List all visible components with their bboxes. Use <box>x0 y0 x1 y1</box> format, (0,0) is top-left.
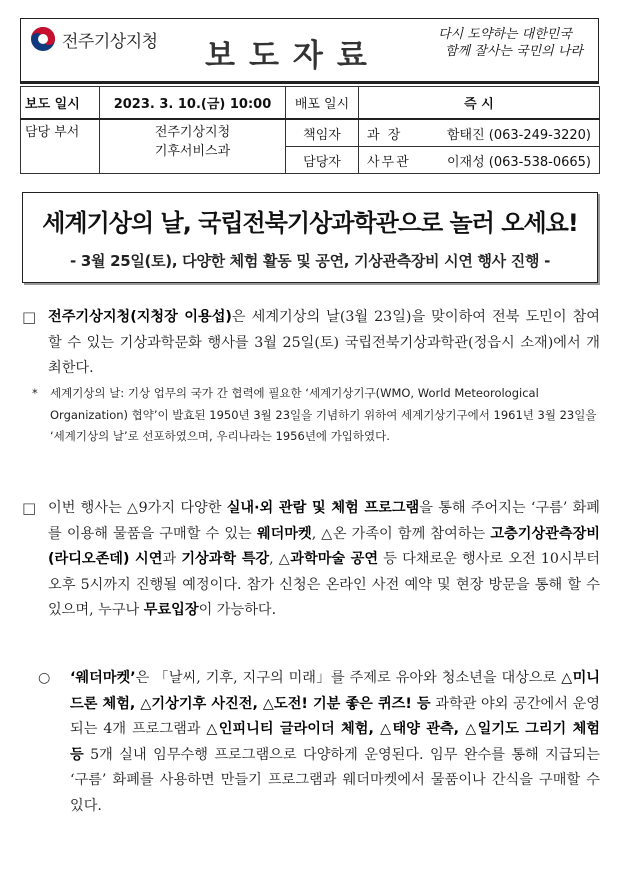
distribution-value: 즉 시 <box>359 87 600 120</box>
bold-run: 웨더마켓 <box>256 525 312 542</box>
text-run: 이번 행사는 △9가지 다양한 <box>48 500 227 516</box>
footnote <box>32 383 600 448</box>
square-bullet-icon: □ <box>22 308 37 326</box>
text-run: 을 통해 주어지는 ‘구름’ 화폐를 이용해 물품을 구매할 수 있는 <box>48 500 600 542</box>
paragraph-1 <box>22 305 600 382</box>
agency-bold: 전주기상지청(지청장 이용섭) <box>48 309 232 325</box>
contact-label: 책임자 <box>286 119 359 147</box>
agency-name: 전주기상지청 <box>62 31 158 52</box>
circle-bullet-icon: ○ <box>38 670 51 686</box>
dept-value <box>100 119 286 174</box>
text-run: 등 다채로운 행사로 오전 10시부터 오후 5시까지 진행될 예정이다. 참가 신청은 온라인 사전 예약 및 현장 방문을 통해 할 수 있으며, 누구나 <box>48 551 600 618</box>
bold-run: △인피니티 글라이더 체험, △태양 관측, △일기도 그리기 체험 등 <box>70 721 600 763</box>
paragraph-2 <box>22 496 600 624</box>
release-date-label: 보도 일시 <box>21 87 100 120</box>
text-run: , △온 가족이 함께 참여하는 <box>311 525 491 542</box>
text-run: 5개 실내 임무수행 프로그램으로 다양하게 운영된다. 임무 완수를 통해 지급되는 ‘구름’ 화폐를 사용하면 만들기 프로그램과 웨더마켓에서 물품이나 간식을 구매할 수 있다. <box>70 746 600 814</box>
bold-run: 실내·외 관람 및 체험 프로그램 <box>226 500 420 516</box>
slogan-line-2: 함께 잘사는 국민의 나라 <box>445 44 583 59</box>
text-run: 과학관 야외 공간에서 운영되는 4개 프로그램과 <box>70 695 601 737</box>
text-run: 이 가능하다. <box>198 602 277 618</box>
contact-row-1 <box>21 119 600 147</box>
dept-label: 담당 부서 <box>21 119 100 174</box>
headline-box <box>22 192 598 283</box>
contact-name-phone: 이재성 (063-538-0665) <box>446 154 591 170</box>
bold-run: ‘웨더마켓’ <box>70 670 136 686</box>
text-run: , △ <box>269 551 291 567</box>
dept-line-2: 기후서비스과 <box>154 144 231 159</box>
release-row <box>21 87 600 120</box>
bold-run: 기상과학 특강 <box>181 551 270 567</box>
asterisk-icon: * <box>32 386 38 400</box>
dept-line-1: 전주기상지청 <box>154 125 231 140</box>
government-slogan <box>420 26 590 60</box>
contact-label: 담당자 <box>286 147 359 174</box>
headline-subtitle: - 3월 25일(토), 다양한 체험 활동 및 공연, 기상관측장비 시연 행사 진행 - <box>70 252 550 270</box>
bold-run: △미니 드론 체험, △기상기후 사진전, △도전! 기분 좋은 퀴즈! 등 <box>70 670 600 712</box>
release-date-value: 2023. 3. 10.(금) 10:00 <box>100 87 286 120</box>
agency-logo <box>30 26 158 52</box>
contact-value <box>359 147 600 174</box>
contact-value <box>359 119 600 147</box>
paragraph-text: 은 세계기상의 날(3월 23일)을 맞이하여 전북 도민이 참여할 수 있는 기상과학문화 행사를 3월 25일(토) 국립전북기상과학관(정읍시 소재)에서 개최한다. <box>48 309 601 376</box>
bold-run: 과학마술 공연 <box>290 551 379 567</box>
slogan-line-1: 다시 도약하는 대한민국 <box>438 27 572 42</box>
distribution-label: 배포 일시 <box>286 87 359 120</box>
contact-role: 사무관 <box>367 154 411 170</box>
text-run: 과 <box>162 551 182 567</box>
paragraph-3 <box>38 666 600 819</box>
taegeuk-emblem-icon <box>30 26 56 52</box>
bold-run: 고층기상관측장비(라디오존데) 시연 <box>48 525 600 567</box>
bold-run: 무료입장 <box>143 602 199 618</box>
square-bullet-icon: □ <box>22 499 37 517</box>
contact-role: 과 장 <box>367 127 403 143</box>
contact-name-phone: 함태진 (063-249-3220) <box>446 127 591 143</box>
headline-title: 세계기상의 날, 국립전북기상과학관으로 놀러 오세요! <box>42 209 578 237</box>
footnote-text: 세계기상의 날: 기상 업무의 국가 간 협력에 필요한 ‘세계기상기구(WMO, World Meteorological Organization) 협약’이 발효된 1950년 3월 23일을 기념하기 위하여 세계기상기구에서 1961년 3월 23일을 ‘세계기상의 날’로 선포하였으며, 우리나라는 1956년에 가입하였다. <box>50 386 597 443</box>
release-info-table <box>20 86 600 174</box>
doc-type-title: 보도자료 <box>205 38 381 74</box>
text-run: 은 「날씨, 기후, 지구의 미래」를 주제로 유아와 청소년을 대상으로 <box>135 670 562 686</box>
